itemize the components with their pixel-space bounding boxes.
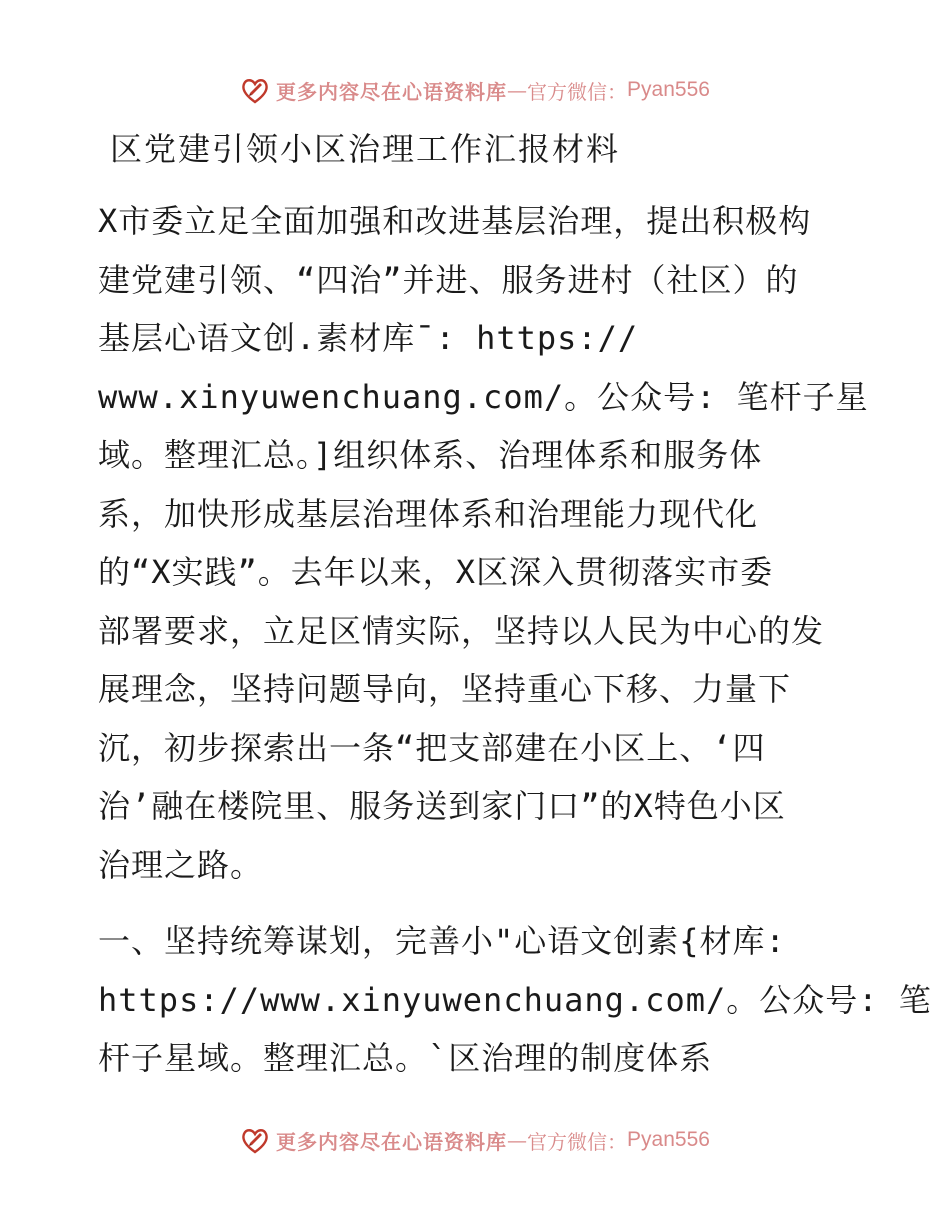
watermark-wechat-label: 官方微信： [527,79,628,104]
watermark-separator: — [507,78,528,102]
bottom-watermark-banner [0,1120,950,1160]
document-title: 区党建引领小区治理工作汇报材料 [110,130,621,168]
paragraph-line: 展理念，坚持问题导向，坚持重心下移、力量下 [98,670,792,708]
heart-pen-logo-icon [240,1125,270,1155]
top-watermark-banner [0,70,950,110]
paragraph-line: 沉，初步探索出一条“把支部建在小区上、‘四 [98,728,766,767]
paragraph-line: www.xinyuwenchuang.com/。公众号: 笔杆子星 [98,377,869,416]
paragraph-line: 建党建引领、“四治”并进、服务进村（社区）的 [98,260,799,299]
watermark-wechat-id: Pyan556 [627,78,710,101]
watermark-site-text: 更多内容尽在心语资料库 [276,79,508,104]
paragraph-line: 治’融在楼院里、服务送到家门口”的X特色小区 [98,787,786,825]
paragraph-line: 一、坚持统筹谋划，完善小"心语文创素{材库: [98,922,786,960]
paragraph-line: 的“X实践”。去年以来，X区深入贯彻落实市委 [98,553,774,591]
section-heading-1 [98,912,932,1088]
paragraph-line: 系，加快形成基层治理体系和治理能力现代化 [98,494,759,533]
watermark-separator: — [507,1128,528,1152]
paragraph-line: https://www.xinyuwenchuang.com/。公众号: 笔 [98,980,932,1019]
watermark-wechat-label: 官方微信： [527,1129,628,1154]
heart-pen-logo-icon [240,75,270,105]
watermark-site-text: 更多内容尽在心语资料库 [276,1129,508,1154]
paragraph-line: 域。整理汇总。]组织体系、治理体系和服务体 [98,436,763,474]
watermark-wechat-id: Pyan556 [627,1128,710,1151]
paragraph-line: 基层心语文创.素材库¯: https:// [98,319,639,357]
paragraph-line: X市委立足全面加强和改进基层治理，提出积极构 [98,202,812,240]
paragraph-line: 杆子星域。整理汇总。`区治理的制度体系 [98,1039,713,1077]
paragraph-line: 治理之路。 [98,845,264,884]
paragraph-line: 部署要求，立足区情实际，坚持以人民为中心的发 [98,611,825,650]
paragraph-intro [98,192,869,894]
